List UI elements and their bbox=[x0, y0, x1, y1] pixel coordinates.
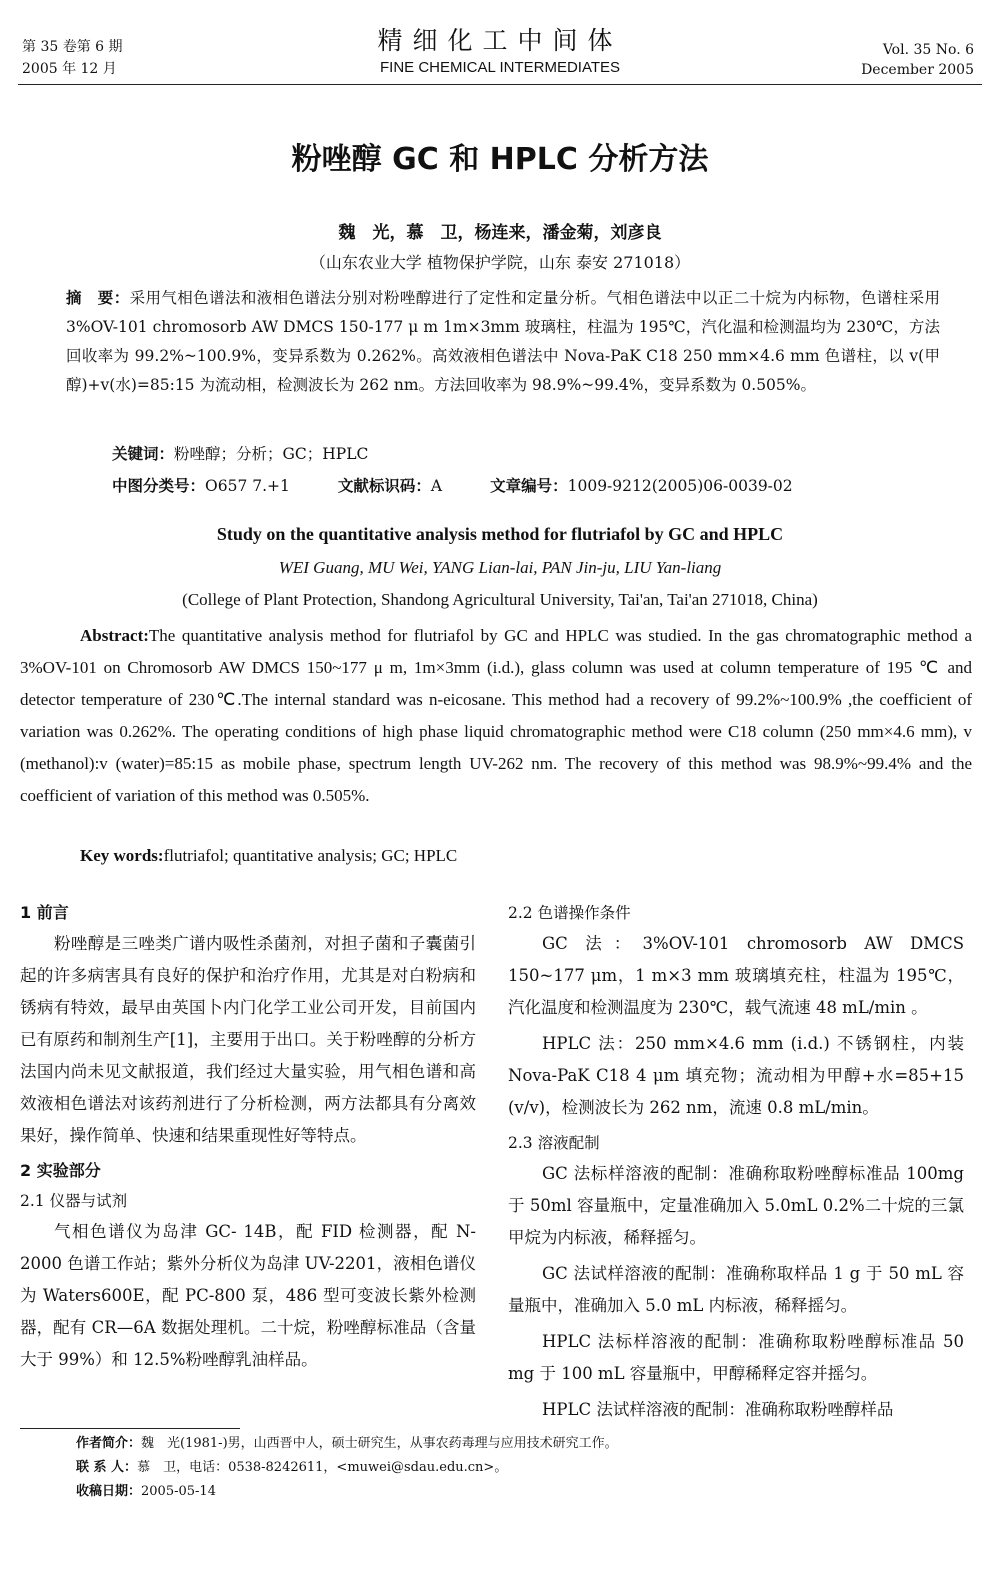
header-date-en: December 2005 bbox=[861, 62, 974, 78]
gc-sample-paragraph: GC 法试样溶液的配制：准确称取样品 1 g 于 50 mL 容量瓶中，准确加入 5.0 mL 内标液，稀释摇匀。 bbox=[508, 1264, 964, 1315]
header-volume-en-block bbox=[861, 40, 974, 80]
english-affiliation: (College of Plant Protection, Shandong Agricultural University, Tai'an, Tai'an 271018, China) bbox=[182, 590, 818, 609]
hplc-sample-paragraph: HPLC 法试样溶液的配制：准确称取粉唑醇样品 bbox=[542, 1400, 894, 1419]
doc-code-value: A bbox=[430, 477, 443, 495]
clc-value: O657 7.+1 bbox=[205, 477, 290, 495]
subsection-heading-instruments: 2.1 仪器与试剂 bbox=[20, 1192, 128, 1210]
clc-label: 中图分类号： bbox=[112, 477, 206, 495]
footnote-author-text: 魏 光(1981-)男，山西晋中人，硕士研究生，从事农药毒理与应用技术研究工作。 bbox=[141, 1436, 618, 1451]
footnote bbox=[76, 1432, 618, 1504]
english-keywords bbox=[80, 846, 457, 866]
header-volume-cn: 第 35 卷第 6 期 bbox=[22, 39, 123, 55]
keywords-cn bbox=[112, 442, 368, 464]
english-abstract bbox=[20, 620, 972, 812]
article-id-label: 文章编号： bbox=[490, 477, 568, 495]
footnote-contact bbox=[76, 1456, 618, 1480]
header-date-cn: 2005 年 12 月 bbox=[22, 61, 117, 77]
intro-paragraph: 粉唑醇是三唑类广谱内吸性杀菌剂，对担子菌和子囊菌引起的许多病害具有良好的保护和治疗作用，尤其是对白粉病和锈病有特效，最早由英国卜内门化学工业公司开发，目前国内已有原药和制剂生产[1]，主要用于出口。关于粉唑醇的分析方法国内尚未见文献报道，我们经过大量实验，用气相色谱和高效液相色谱法对该药剂进行了分析检测，两方法都具有分离效果好，操作简单、快速和结果重现性好等特点。 bbox=[20, 934, 476, 1145]
paper-authors: 魏 光，慕 卫，杨连来，潘金菊，刘彦良 bbox=[338, 223, 662, 243]
keywords-cn-text: 粉唑醇；分析；GC；HPLC bbox=[174, 445, 369, 463]
body-column-left bbox=[20, 898, 476, 1380]
section-heading-experimental: 2 实验部分 bbox=[20, 1161, 101, 1180]
hplc-conditions-paragraph: HPLC 法：250 mm×4.6 mm (i.d.) 不锈钢柱，内装 Nova-PaK C18 4 μm 填充物；流动相为甲醇+水=85+15 (v/v)，检测波长为 262 nm，流速 0.8 mL/min。 bbox=[508, 1034, 964, 1117]
footnote-divider bbox=[20, 1428, 240, 1429]
paper-title: 粉唑醇 GC 和 HPLC 分析方法 bbox=[291, 142, 709, 177]
classification-row bbox=[112, 474, 932, 496]
gc-conditions-paragraph: GC 法：3%OV-101 chromosorb AW DMCS 150~177 μm，1 m×3 mm 玻璃填充柱，柱温为 195℃，汽化温度和检测温度为 230℃，载气流速 48 mL/min 。 bbox=[508, 934, 964, 1017]
abstract-cn bbox=[66, 284, 940, 400]
footnote-received-text: 2005-05-14 bbox=[141, 1484, 216, 1499]
subsection-heading-conditions: 2.2 色谱操作条件 bbox=[508, 904, 631, 922]
footnote-contact-text: 慕 卫，电话：0538-8242611，<muwei@sdau.edu.cn>。 bbox=[137, 1460, 508, 1475]
subsection-heading-solutions: 2.3 溶液配制 bbox=[508, 1134, 600, 1152]
body-column-right bbox=[508, 898, 964, 1430]
doc-code-label: 文献标识码： bbox=[337, 477, 431, 495]
english-keywords-label: Key words: bbox=[80, 846, 164, 865]
journal-title-en: FINE CHEMICAL INTERMEDIATES bbox=[379, 59, 621, 76]
journal-title-block bbox=[300, 26, 700, 78]
english-keywords-text: flutriafol; quantitative analysis; GC; HPLC bbox=[163, 846, 458, 865]
english-authors: WEI Guang, MU Wei, YANG Lian-lai, PAN Jin-ju, LIU Yan-liang bbox=[278, 558, 722, 577]
english-abstract-text: The quantitative analysis method for flutriafol by GC and HPLC was studied. In the gas chromatographic method a 3%OV-101 on Chromosorb AW DMCS 150~177 μ m, 1m×3mm (i.d.), glass column was used at column temperature of 195 ℃ and detector temperature of 230℃.The internal standard was n-eicosane. This method had a recovery of 99.2%~100.9% ,the coefficient of variation was 0.262%. The operating conditions of high phase liquid chromatographic method were C18 column (250 mm×4.6 mm), v (methanol):v (water)=85:15 as mobile phase, spectrum length UV-262 nm. The recovery of this method was 98.9%~99.4% and the coefficient of variation of this method was 0.505%. bbox=[20, 626, 972, 805]
footnote-author bbox=[76, 1432, 618, 1456]
gc-standard-paragraph: GC 法标样溶液的配制：准确称取粉唑醇标准品 100mg 于 50ml 容量瓶中，定量准确加入 5.0mL 0.2%二十烷的三氯甲烷为内标液，稀释摇匀。 bbox=[508, 1164, 964, 1247]
journal-title-cn: 精细化工中间体 bbox=[377, 26, 623, 55]
english-title: Study on the quantitative analysis method for flutriafol by GC and HPLC bbox=[216, 524, 784, 544]
footnote-received-label: 收稿日期： bbox=[76, 1484, 142, 1499]
footnote-contact-label: 联 系 人： bbox=[76, 1460, 138, 1475]
header-issue bbox=[22, 36, 123, 80]
section-heading-intro: 1 前言 bbox=[20, 903, 69, 922]
hplc-standard-paragraph: HPLC 法标样溶液的配制：准确称取粉唑醇标准品 50 mg 于 100 mL 容量瓶中，甲醇稀释定容并摇匀。 bbox=[508, 1332, 964, 1383]
keywords-cn-label: 关键词： bbox=[112, 445, 175, 463]
paper-affiliation: （山东农业大学 植物保护学院，山东 泰安 271018） bbox=[309, 253, 691, 272]
instruments-paragraph: 气相色谱仪为岛津 GC- 14B，配 FID 检测器，配 N-2000 色谱工作站；紫外分析仪为岛津 UV-2201，液相色谱仪为 Waters600E，配 PC-800 泵，486 型可变波长紫外检测器，配有 CR—6A 数据处理机。二十烷，粉唑醇标准品（含量大于 99%）和 12.5%粉唑醇乳油样品。 bbox=[20, 1222, 476, 1369]
header-divider bbox=[18, 84, 982, 85]
header-volume-en: Vol. 35 No. 6 bbox=[882, 42, 974, 58]
article-id-value: 1009-9212(2005)06-0039-02 bbox=[567, 477, 793, 495]
abstract-cn-text: 采用气相色谱法和液相色谱法分别对粉唑醇进行了定性和定量分析。气相色谱法中以正二十烷为内标物，色谱柱采用 3%OV-101 chromosorb AW DMCS 150-177 μ m 1m×3mm 玻璃柱，柱温为 195℃，汽化温和检测温均为 230℃，方法回收率为 99.2%~100.9%，变异系数为 0.262%。高效液相色谱法中 Nova-PaK C18 250 mm×4.6 mm 色谱柱，以 v(甲醇)+v(水)=85:15 为流动相，检测波长为 262 nm。方法回收率为 98.9%~99.4%，变异系数为 0.505%。 bbox=[66, 289, 940, 394]
english-abstract-label: Abstract: bbox=[80, 626, 149, 645]
footnote-author-label: 作者简介： bbox=[76, 1436, 142, 1451]
abstract-cn-label: 摘 要： bbox=[66, 289, 130, 307]
footnote-received bbox=[76, 1480, 618, 1504]
